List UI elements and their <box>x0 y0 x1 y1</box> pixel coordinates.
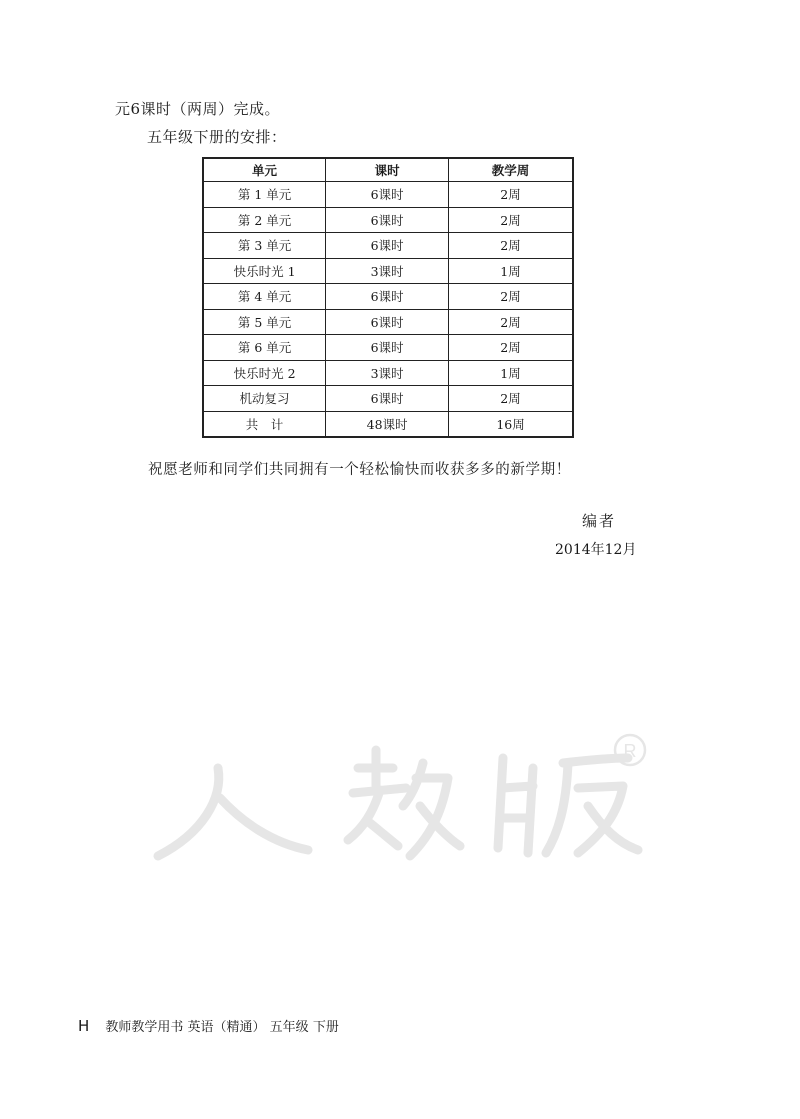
cell-unit: 第 2 单元 <box>203 207 326 233</box>
cell-lessons: 6课时 <box>326 309 449 335</box>
cell-unit: 第 1 单元 <box>203 182 326 208</box>
cell-unit: 快乐时光 2 <box>203 360 326 386</box>
cell-unit: 第 6 单元 <box>203 335 326 361</box>
cell-unit: 共 计 <box>203 411 326 437</box>
table-row <box>203 386 573 412</box>
cell-unit: 第 4 单元 <box>203 284 326 310</box>
table-row <box>203 258 573 284</box>
table-row <box>203 182 573 208</box>
table-total-row <box>203 411 573 437</box>
cell-weeks: 2周 <box>449 233 573 259</box>
table-row <box>203 233 573 259</box>
table-header-row <box>203 158 573 182</box>
watermark-stroke <box>403 763 460 856</box>
publisher-watermark <box>148 728 668 878</box>
cell-lessons: 3课时 <box>326 258 449 284</box>
cell-unit: 第 5 单元 <box>203 309 326 335</box>
cell-lessons: 6课时 <box>326 182 449 208</box>
table-row <box>203 335 573 361</box>
watermark-stroke <box>546 758 638 853</box>
cell-weeks: 2周 <box>449 284 573 310</box>
table-row <box>203 207 573 233</box>
watermark-stroke <box>348 750 406 846</box>
schedule-intro: 五年级下册的安排： <box>147 128 287 146</box>
cell-lessons: 6课时 <box>326 284 449 310</box>
header-weeks: 教学周 <box>449 158 573 182</box>
sign-date: 2014年12月 <box>555 542 637 558</box>
closing-wish: 祝愿老师和同学们共同拥有一个轻松愉快而收获多多的新学期！ <box>148 462 571 478</box>
watermark-stroke <box>498 758 533 853</box>
cell-weeks: 2周 <box>449 335 573 361</box>
registered-mark: R <box>623 741 637 761</box>
header-unit: 单元 <box>203 158 326 182</box>
cell-weeks: 2周 <box>449 386 573 412</box>
cell-weeks: 2周 <box>449 309 573 335</box>
header-lessons: 课时 <box>326 158 449 182</box>
cell-unit: 快乐时光 1 <box>203 258 326 284</box>
book-title: 教师教学用书 英语（精通） 五年级 下册 <box>105 1020 339 1035</box>
table-row <box>203 360 573 386</box>
cell-weeks: 16周 <box>449 411 573 437</box>
cell-weeks: 2周 <box>449 182 573 208</box>
cell-lessons: 6课时 <box>326 335 449 361</box>
cell-weeks: 1周 <box>449 360 573 386</box>
cell-weeks: 1周 <box>449 258 573 284</box>
schedule-table <box>202 157 574 438</box>
table-row <box>203 309 573 335</box>
cell-lessons: 6课时 <box>326 233 449 259</box>
paragraph-continuation: 元6课时（两周）完成。 <box>115 100 281 118</box>
cell-weeks: 2周 <box>449 207 573 233</box>
cell-unit: 第 3 单元 <box>203 233 326 259</box>
watermark-stroke <box>158 768 219 856</box>
cell-unit: 机动复习 <box>203 386 326 412</box>
cell-lessons: 3课时 <box>326 360 449 386</box>
watermark-stroke <box>220 798 308 850</box>
table-row <box>203 284 573 310</box>
page-marker: H <box>78 1017 90 1035</box>
cell-lessons: 6课时 <box>326 386 449 412</box>
cell-lessons: 6课时 <box>326 207 449 233</box>
editor-signature: 编者 <box>582 512 617 530</box>
cell-lessons: 48课时 <box>326 411 449 437</box>
page-footer <box>78 1016 339 1035</box>
